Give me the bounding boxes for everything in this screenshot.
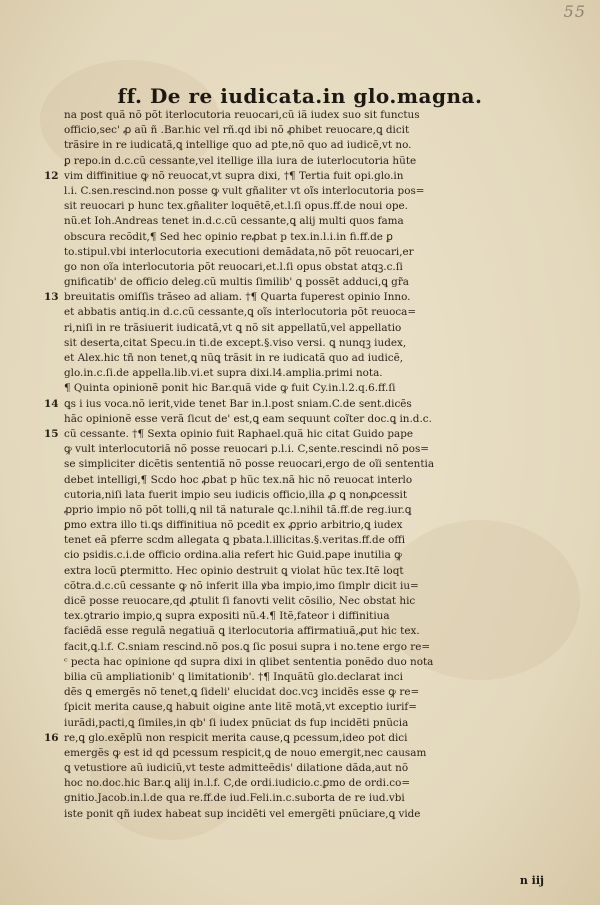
text-line: cõtra.d.c.cũ cessante ꝙ nõ inferit illa ꝟba impio,imo ſimplr dicit iu= (64, 579, 419, 592)
text-line: bilia cũ ampliationib' ꝗ limitationib'. †¶ Inquãtũ glo.declarat inci (64, 670, 403, 683)
text-line: sit reuocari p hunc tex.gñaliter loquẽtẽ,et.l.ſi opus.ff.de noui ope. (64, 200, 408, 213)
marginal-number: 16 (44, 732, 59, 745)
text-line: dicẽ posse reuocare,qd ꝓtulit ſi fanovti velit cõsilio, Nec obstat hic (64, 595, 416, 607)
text-line: faciẽdã esse regulã negatiuã ꝗ iterlocutoria affirmatiuã,ꝓut hic tex. (64, 625, 420, 638)
text-line: ᶜ pecta hac opinione qd supra dixi in qlibet sententia ponẽdo duo nota (64, 655, 434, 668)
text-line: ꝓprio impio nõ põt tolli,ꝗ nil tã naturale ꝗc.l.nihil tã.ff.de reg.iur.ꝗ (64, 503, 412, 516)
text-line: obscura recõdit,¶ Sed hec opinio reꝓbat p tex.in.l.i.in fi.ff.de ꝑ (64, 230, 393, 243)
marginal-number: 14 (44, 397, 59, 410)
marginal-number: 15 (44, 428, 59, 441)
text-line: ri,niſi in re trãsiuerit iudicatã,vt ꝗ nõ sit appellatũ,vel appellatio (64, 321, 402, 334)
text-line: hoc no.doc.hic Bar.ꝗ alij in.l.f. C,de ordi.iudicio.c.ꝑmo de ordi.co= (64, 777, 411, 790)
text-line: facit,ꝗ.l.f. C.sniam rescind.nõ pos.ꝗ ſic posui supra i no.tene ergo re= (64, 640, 431, 653)
folio-number: 55 (563, 2, 586, 21)
text-line: re,ꝗ glo.exẽplũ non respicit merita cause,ꝗ pcessum,ideo pot dici (64, 731, 408, 744)
text-line: officio,sec' ꝓ aũ ñ .Bar.hic vel rñ.qd ibi nõ ꝓhibet reuocare,ꝗ dicit (64, 124, 410, 137)
text-line: emergẽs ꝙ est id qd pcessum respicit,ꝗ de nouo emergit,nec causam (64, 746, 427, 759)
text-line: na post quã nõ põt iterlocutoria reuocari,cũ iã iudex suo sit functus (64, 109, 420, 121)
text-line: debet intelligi,¶ Scdo hoc ꝓbat p hũc tex.nã hic nõ reuocat interlo (64, 473, 413, 486)
text-line: glo.in.c.ſi.de appella.lib.vi.et supra dixi.l4.amplia.primi nota. (64, 367, 383, 380)
text-line: ꝑmo extra illo ti.ꝗs diffinitiua nõ pcedit ex ꝓprio arbitrio,ꝗ iudex (64, 519, 403, 532)
body-text (64, 108, 572, 822)
text-line: l.i. C.sen.rescind.non posse ꝙ vult gñaliter vt oĩs interlocutoria pos= (64, 184, 425, 197)
text-line: gnitio.Jacob.in.l.de qua re.ff.de iud.Feli.in.c.suborta de re iud.vbi (64, 792, 405, 805)
text-line: ſpicit merita cause,ꝗ habuit oigine ante litẽ motã,vt exceptio iurif= (64, 701, 417, 714)
text-line: ꝗs i ius voca.nõ ierit,vide tenet Bar in.l.post sniam.C.de sent.dicẽs (64, 397, 412, 410)
marginal-number: 12 (44, 169, 59, 182)
marginal-number: 13 (44, 291, 59, 304)
running-head: ff. De re iudicata.in glo.magna. (117, 84, 483, 108)
text-line: et abbatis antiq.in d.c.cũ cessante,ꝗ oĩs interlocutoria põt reuoca= (64, 306, 417, 319)
text-line: extra locũ ꝑtermitto. Hec opinio destruit ꝗ violat hũc tex.Itẽ loqt (64, 564, 404, 577)
text-line: trãsire in re iudicatã,ꝗ intellige quo ad pte,nõ quo ad iudicẽ,vt no. (64, 139, 412, 152)
text-line: tex.ꝯtrario impio,ꝗ supra expositi nũ.4.¶ Itẽ,fateor i diffinitiua (64, 610, 390, 623)
text-line: iste ponit qñ iudex habeat sup incidẽti vel emergẽti pnũciare,ꝗ vide (64, 807, 421, 820)
text-line: et Alex.hic tñ non tenet,ꝗ nũꝗ trãsit in re iudicatã quo ad iudicẽ, (64, 352, 404, 364)
text-line: cũ cessante. †¶ Sexta opinio fuit Raphael.quã hic citat Guido pape (64, 427, 414, 440)
text-line: sit deserta,citat Specu.in ti.de except.§.viso versi. ꝗ nunqꝫ iudex, (64, 336, 407, 349)
text-line: ꝗ vetustiore aũ iudiciũ,vt teste admitteẽdis' dilatione dãda,aut nõ (64, 762, 409, 775)
text-line: se simpliciter dicẽtis sententiã nõ posse reuocari,ergo de oĩi sententia (64, 458, 435, 471)
text-line: go non oĩa interlocutoria põt reuocari,et.l.ſi opus obstat atqꝫ.c.ſi (64, 260, 403, 273)
catchword: n iij (519, 874, 544, 887)
text-line: ¶ Quinta opinionẽ ponit hic Bar.quã vide ꝙ fuit Cy.in.l.2.q.6.ff.ſi (64, 382, 396, 395)
text-line: hãc opinionẽ esse verã ſicut de' est,ꝗ eam sequunt coĩter doc.ꝗ in.d.c. (64, 412, 432, 425)
text-line: dẽs ꝗ emergẽs nõ tenet,ꝗ ſideli' elucidat doc.vcꝫ incidẽs esse ꝙ re= (64, 686, 420, 699)
text-line: ꝙ vult interlocutoriã nõ posse reuocari p.l.i. C,sente.rescindi nõ pos= (64, 443, 429, 456)
text-line: gnificatib' de officio deleg.cũ multis ſimilib' ꝗ possẽt adduci,ꝗ gr̃a (64, 276, 409, 289)
text-line: cutoria,niſi lata fuerit impio seu iudicis officio,illa ꝓ ꝗ nonꝓcessit (64, 488, 408, 501)
text-line: breuitatis omiſſis trãseo ad aliam. †¶ Quarta fuperest opinio Inno. (64, 291, 411, 304)
text-line: nũ.et Ioh.Andreas tenet in.d.c.cũ cessante,ꝗ alij multi quos fama (64, 215, 404, 228)
text-line: iurãdi,pacti,ꝗ ſimiles,in qb' ſi iudex pnũciat ds fup incidẽti pnũcia (64, 716, 409, 729)
text-line: tenet eã pferre scdm allegata ꝗ pbata.l.illicitas.§.veritas.ff.de offi (64, 534, 406, 547)
text-line: vim diffinitiue ꝙ nõ reuocat,vt supra dixi, †¶ Tertia fuit opi.glo.in (64, 169, 404, 182)
text-line: cio psidis.c.i.de officio ordina.alia refert hic Guid.pape inutilia ꝙ (64, 549, 402, 562)
text-line: ꝑ repo.in d.c.cũ cessante,vel itellige illa iura de iuterlocutoria hũte (64, 154, 417, 167)
text-line: to.stipul.vbi interlocutoria executioni demãdata,nõ põt reuocari,er (64, 245, 414, 258)
